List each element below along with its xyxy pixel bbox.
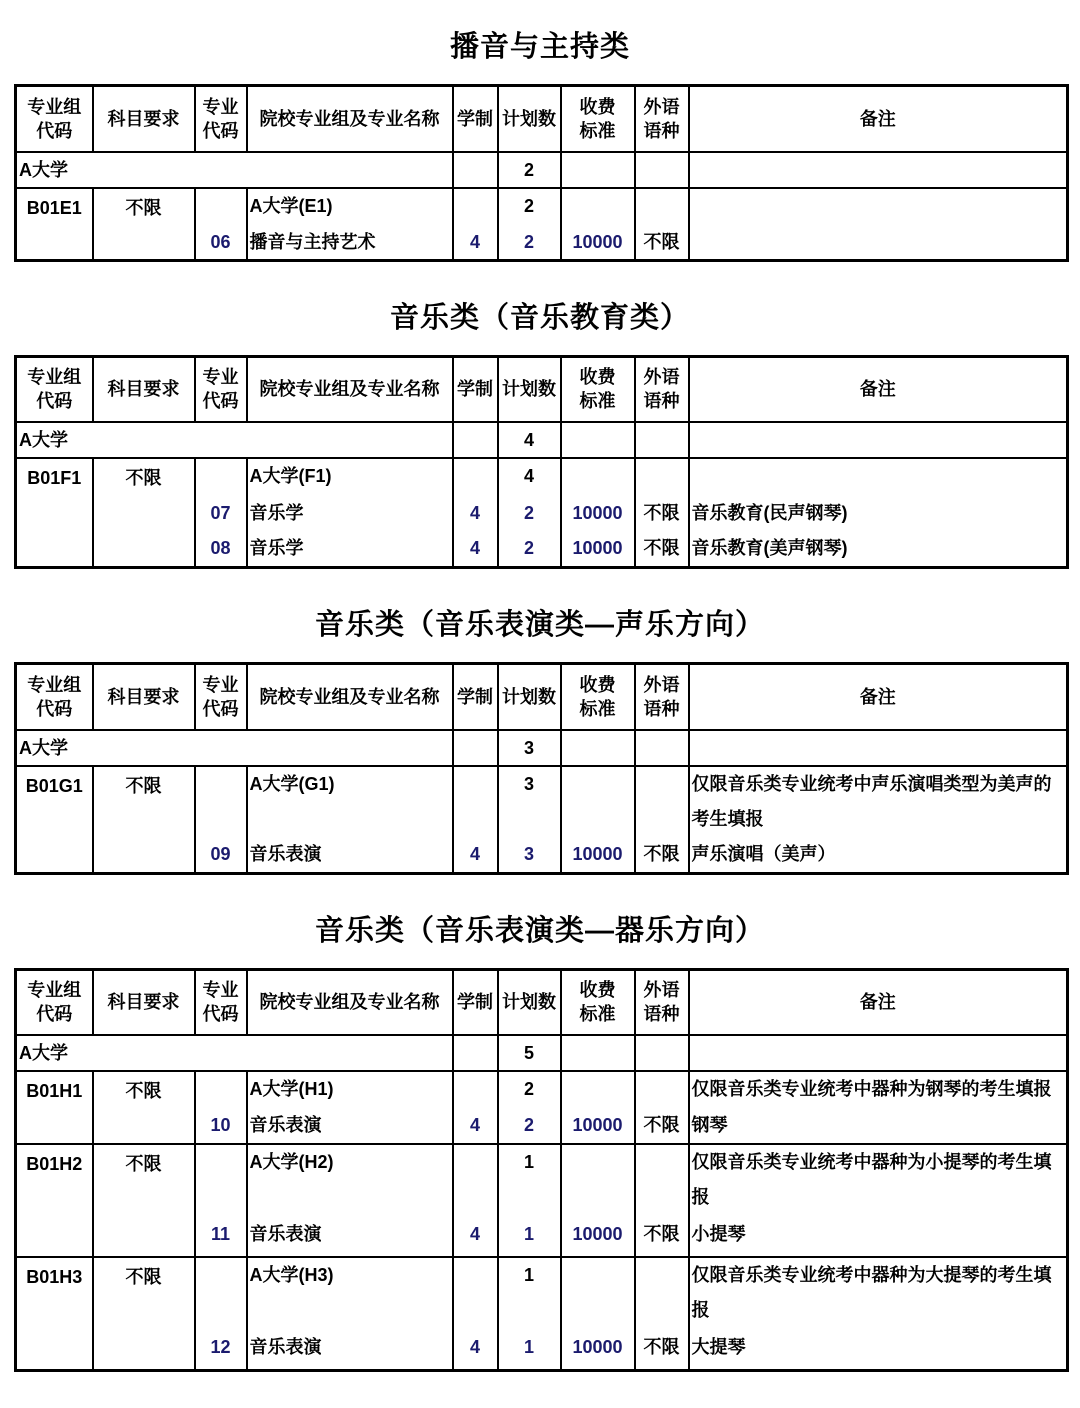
plan-count: 2 — [498, 1071, 561, 1108]
group-row — [16, 188, 1068, 225]
plan-count: 2 — [498, 531, 561, 568]
col-header-fee — [561, 969, 635, 1035]
col-header-major-code — [195, 969, 247, 1035]
plan-count: 1 — [498, 1330, 561, 1370]
group-name: A大学(H1) — [247, 1071, 453, 1108]
col-header-text: 专业 — [202, 96, 239, 117]
empty-cell — [453, 1071, 498, 1108]
remark: 声乐演唱（美声） — [689, 837, 1068, 874]
major-name: 音乐表演 — [247, 1217, 453, 1257]
major-code — [195, 1257, 247, 1330]
major-name: 音乐表演 — [247, 837, 453, 874]
empty-cell — [561, 422, 635, 458]
group-code: B01H3 — [16, 1257, 93, 1370]
plan-count: 2 — [498, 1108, 561, 1144]
language: 不限 — [635, 531, 689, 568]
col-header-text: 代码 — [36, 698, 73, 719]
empty-cell — [635, 1071, 689, 1108]
admission-table — [14, 84, 1069, 262]
admission-table — [14, 662, 1069, 875]
col-header-text: 语种 — [643, 1004, 680, 1025]
language: 不限 — [635, 1108, 689, 1144]
col-header-text: 专业组 — [27, 367, 82, 388]
col-header-duration: 学制 — [453, 969, 498, 1035]
col-header-name: 院校专业组及专业名称 — [247, 969, 453, 1035]
col-header-text: 收费 — [579, 980, 616, 1001]
col-header-text: 专业组 — [27, 980, 82, 1001]
subject-requirement: 不限 — [93, 1144, 195, 1257]
col-header-group-code — [16, 664, 93, 730]
empty-cell — [635, 152, 689, 188]
empty-cell — [635, 422, 689, 458]
group-code: B01E1 — [16, 188, 93, 261]
group-row — [16, 1071, 1068, 1108]
table-header-row — [16, 86, 1068, 152]
empty-cell — [635, 730, 689, 766]
plan-total: 5 — [498, 1035, 561, 1071]
remark: 音乐教育(民声钢琴) — [689, 496, 1068, 531]
plan-total: 3 — [498, 730, 561, 766]
empty-cell — [635, 458, 689, 496]
subject-requirement: 不限 — [93, 766, 195, 874]
col-header-text: 代码 — [36, 120, 73, 141]
subject-requirement: 不限 — [93, 458, 195, 568]
major-code — [195, 766, 247, 837]
major-name: 播音与主持艺术 — [247, 225, 453, 261]
remark: 仅限音乐类专业统考中声乐演唱类型为美声的考生填报 — [689, 766, 1068, 837]
col-header-name: 院校专业组及专业名称 — [247, 356, 453, 422]
col-header-text: 代码 — [36, 391, 73, 412]
remark — [689, 225, 1068, 261]
empty-cell — [561, 766, 635, 837]
col-header-plan: 计划数 — [498, 86, 561, 152]
empty-cell — [689, 730, 1068, 766]
duration: 4 — [453, 1330, 498, 1370]
remark: 仅限音乐类专业统考中器种为钢琴的考生填报 — [689, 1071, 1068, 1108]
summary-row — [16, 1035, 1068, 1071]
col-header-text: 语种 — [643, 698, 680, 719]
subject-requirement: 不限 — [93, 1071, 195, 1144]
language: 不限 — [635, 496, 689, 531]
empty-cell — [453, 730, 498, 766]
col-header-plan: 计划数 — [498, 969, 561, 1035]
fee: 10000 — [561, 1217, 635, 1257]
col-header-text: 收费 — [579, 674, 616, 695]
plan-count: 2 — [498, 496, 561, 531]
group-name: A大学(F1) — [247, 458, 453, 496]
remark: 音乐教育(美声钢琴) — [689, 531, 1068, 568]
empty-cell — [453, 152, 498, 188]
major-code: 06 — [195, 225, 247, 261]
plan-count: 2 — [498, 225, 561, 261]
empty-cell — [561, 1144, 635, 1217]
admission-table — [14, 968, 1069, 1372]
empty-cell — [453, 1257, 498, 1330]
group-name: A大学(H2) — [247, 1144, 453, 1217]
major-name: 音乐表演 — [247, 1330, 453, 1370]
table-header-row — [16, 356, 1068, 422]
col-header-subject-req: 科目要求 — [93, 664, 195, 730]
col-header-duration: 学制 — [453, 356, 498, 422]
major-code: 07 — [195, 496, 247, 531]
group-name: A大学(G1) — [247, 766, 453, 837]
col-header-lang — [635, 664, 689, 730]
col-header-lang — [635, 969, 689, 1035]
remark — [689, 188, 1068, 225]
remark — [689, 458, 1068, 496]
col-header-text: 标准 — [579, 120, 616, 141]
col-header-remark: 备注 — [689, 664, 1068, 730]
major-code — [195, 1071, 247, 1108]
language: 不限 — [635, 1330, 689, 1370]
duration: 4 — [453, 225, 498, 261]
major-code: 10 — [195, 1108, 247, 1144]
col-header-text: 专业 — [202, 674, 239, 695]
empty-cell — [561, 458, 635, 496]
major-code: 11 — [195, 1217, 247, 1257]
col-header-plan: 计划数 — [498, 664, 561, 730]
plan-count: 1 — [498, 1217, 561, 1257]
empty-cell — [635, 766, 689, 837]
language: 不限 — [635, 837, 689, 874]
empty-cell — [561, 730, 635, 766]
group-name: A大学(E1) — [247, 188, 453, 225]
col-header-text: 外语 — [643, 96, 680, 117]
fee: 10000 — [561, 225, 635, 261]
empty-cell — [689, 152, 1068, 188]
empty-cell — [453, 1035, 498, 1071]
duration: 4 — [453, 531, 498, 568]
duration: 4 — [453, 1217, 498, 1257]
empty-cell — [635, 1144, 689, 1217]
group-row — [16, 458, 1068, 496]
plan-count: 1 — [498, 1144, 561, 1217]
col-header-text: 标准 — [579, 1004, 616, 1025]
col-header-lang — [635, 86, 689, 152]
col-header-major-code — [195, 86, 247, 152]
col-header-text: 专业组 — [27, 674, 82, 695]
major-name: 音乐表演 — [247, 1108, 453, 1144]
empty-cell — [453, 1144, 498, 1217]
fee: 10000 — [561, 837, 635, 874]
col-header-text: 专业组 — [27, 96, 82, 117]
col-header-text: 代码 — [36, 1004, 73, 1025]
university-name: A大学 — [16, 730, 453, 766]
empty-cell — [561, 188, 635, 225]
col-header-text: 语种 — [643, 120, 680, 141]
col-header-text: 专业 — [202, 367, 239, 388]
subject-requirement: 不限 — [93, 188, 195, 261]
group-code: B01H1 — [16, 1071, 93, 1144]
col-header-text: 代码 — [202, 1004, 239, 1025]
empty-cell — [635, 188, 689, 225]
section-title: 播音与主持类 — [449, 31, 630, 63]
duration: 4 — [453, 837, 498, 874]
empty-cell — [689, 1035, 1068, 1071]
remark: 大提琴 — [689, 1330, 1068, 1370]
col-header-plan: 计划数 — [498, 356, 561, 422]
plan-count: 3 — [498, 837, 561, 874]
col-header-lang — [635, 356, 689, 422]
major-code — [195, 458, 247, 496]
plan-count: 1 — [498, 1257, 561, 1330]
university-name: A大学 — [16, 1035, 453, 1071]
plan-total: 2 — [498, 152, 561, 188]
group-row — [16, 1144, 1068, 1217]
group-name: A大学(H3) — [247, 1257, 453, 1330]
admission-table — [14, 355, 1069, 570]
group-row — [16, 1257, 1068, 1330]
fee: 10000 — [561, 496, 635, 531]
subject-requirement: 不限 — [93, 1257, 195, 1370]
group-code: B01H2 — [16, 1144, 93, 1257]
col-header-name: 院校专业组及专业名称 — [247, 664, 453, 730]
empty-cell — [689, 422, 1068, 458]
remark: 小提琴 — [689, 1217, 1068, 1257]
section-title: 音乐类（音乐表演类—器乐方向） — [314, 914, 765, 947]
col-header-remark: 备注 — [689, 86, 1068, 152]
plan-count: 4 — [498, 458, 561, 496]
col-header-major-code — [195, 664, 247, 730]
major-name: 音乐学 — [247, 496, 453, 531]
group-code: B01G1 — [16, 766, 93, 874]
col-header-remark: 备注 — [689, 969, 1068, 1035]
col-header-subject-req: 科目要求 — [93, 86, 195, 152]
col-header-text: 代码 — [202, 120, 239, 141]
major-code — [195, 1144, 247, 1217]
remark: 仅限音乐类专业统考中器种为小提琴的考生填报 — [689, 1144, 1068, 1217]
col-header-text: 外语 — [643, 674, 680, 695]
language: 不限 — [635, 225, 689, 261]
col-header-remark: 备注 — [689, 356, 1068, 422]
fee: 10000 — [561, 531, 635, 568]
col-header-text: 专业 — [202, 980, 239, 1001]
empty-cell — [635, 1035, 689, 1071]
major-code — [195, 188, 247, 225]
major-name: 音乐学 — [247, 531, 453, 568]
major-code: 08 — [195, 531, 247, 568]
summary-row — [16, 152, 1068, 188]
plan-total: 4 — [498, 422, 561, 458]
university-name: A大学 — [16, 422, 453, 458]
table-header-row — [16, 664, 1068, 730]
empty-cell — [561, 1257, 635, 1330]
col-header-text: 收费 — [579, 96, 616, 117]
summary-row — [16, 730, 1068, 766]
col-header-text: 代码 — [202, 698, 239, 719]
group-row — [16, 766, 1068, 837]
duration: 4 — [453, 496, 498, 531]
col-header-group-code — [16, 356, 93, 422]
table-header-row — [16, 969, 1068, 1035]
col-header-text: 收费 — [579, 367, 616, 388]
university-name: A大学 — [16, 152, 453, 188]
col-header-text: 语种 — [643, 391, 680, 412]
section-title: 音乐类（音乐表演类—声乐方向） — [314, 609, 765, 641]
col-header-subject-req: 科目要求 — [93, 969, 195, 1035]
empty-cell — [453, 422, 498, 458]
col-header-subject-req: 科目要求 — [93, 356, 195, 422]
col-header-text: 标准 — [579, 391, 616, 412]
remark: 仅限音乐类专业统考中器种为大提琴的考生填报 — [689, 1257, 1068, 1330]
empty-cell — [453, 458, 498, 496]
col-header-text: 标准 — [579, 698, 616, 719]
col-header-duration: 学制 — [453, 86, 498, 152]
major-code: 12 — [195, 1330, 247, 1370]
remark: 钢琴 — [689, 1108, 1068, 1144]
language: 不限 — [635, 1217, 689, 1257]
major-code: 09 — [195, 837, 247, 874]
empty-cell — [561, 1035, 635, 1071]
empty-cell — [561, 152, 635, 188]
fee: 10000 — [561, 1330, 635, 1370]
empty-cell — [453, 188, 498, 225]
col-header-group-code — [16, 86, 93, 152]
col-header-duration: 学制 — [453, 664, 498, 730]
col-header-fee — [561, 86, 635, 152]
duration: 4 — [453, 1108, 498, 1144]
col-header-text: 外语 — [643, 980, 680, 1001]
col-header-group-code — [16, 969, 93, 1035]
col-header-text: 外语 — [643, 367, 680, 388]
section-title: 音乐类（音乐教育类） — [389, 301, 690, 334]
col-header-name: 院校专业组及专业名称 — [247, 86, 453, 152]
fee: 10000 — [561, 1108, 635, 1144]
plan-count: 3 — [498, 766, 561, 837]
col-header-fee — [561, 664, 635, 730]
empty-cell — [635, 1257, 689, 1330]
empty-cell — [453, 766, 498, 837]
col-header-major-code — [195, 356, 247, 422]
plan-count: 2 — [498, 188, 561, 225]
col-header-text: 代码 — [202, 391, 239, 412]
empty-cell — [561, 1071, 635, 1108]
group-code: B01F1 — [16, 458, 93, 568]
summary-row — [16, 422, 1068, 458]
col-header-fee — [561, 356, 635, 422]
